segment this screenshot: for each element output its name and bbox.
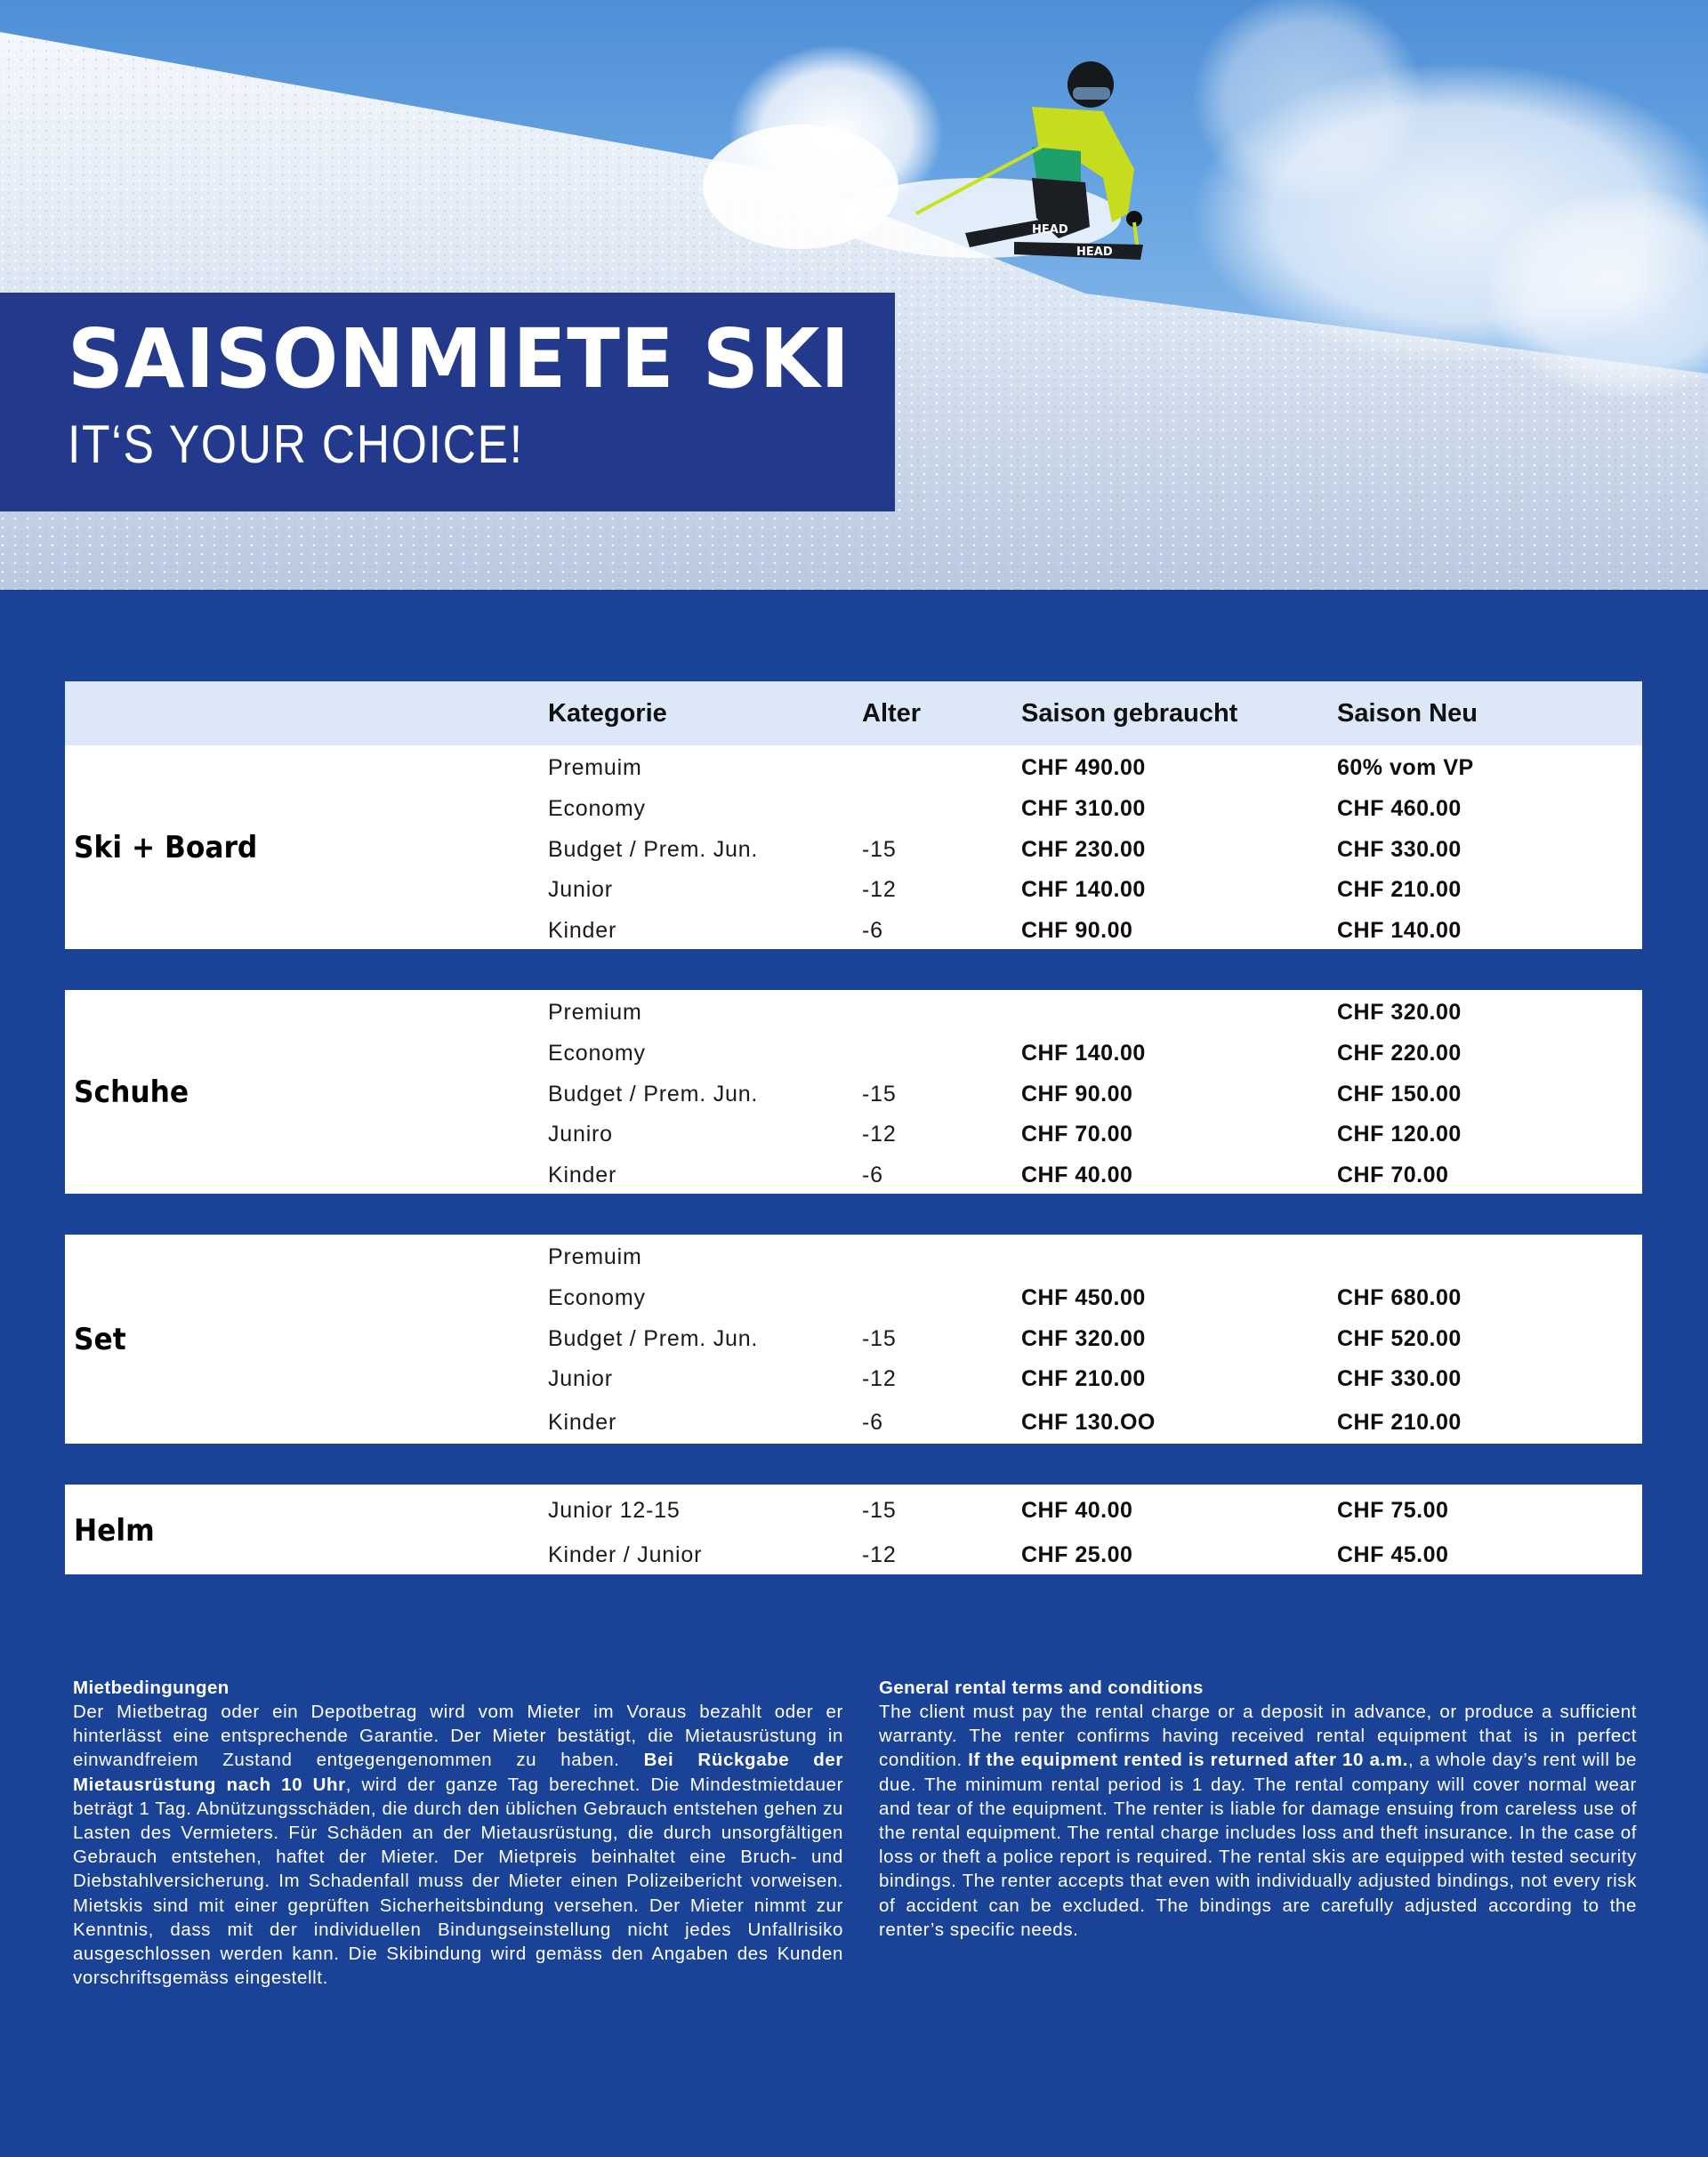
table-row [65, 1358, 1642, 1399]
table-group-ski-board [65, 745, 1642, 949]
table-row [65, 1033, 1642, 1074]
cell-saison-gebraucht: CHF 490.00 [1021, 755, 1146, 780]
column-header-saison-neu: Saison Neu [1337, 699, 1478, 728]
cell-alter: -12 [862, 1366, 897, 1391]
cell-saison-gebraucht: CHF 90.00 [1021, 918, 1133, 943]
cell-saison-gebraucht: CHF 70.00 [1021, 1122, 1133, 1147]
cell-saison-neu: CHF 680.00 [1337, 1285, 1462, 1310]
cell-saison-gebraucht: CHF 210.00 [1021, 1366, 1146, 1391]
cell-saison-neu: CHF 520.00 [1337, 1326, 1462, 1351]
svg-text:HEAD: HEAD [1076, 245, 1113, 259]
terms-text: , wird der ganze Tag berechnet. Die Mindestmietdauer beträgt 1 Tag. Abnützungsschäden, die durch den üblichen Gebrauch entstehen gehen zu Lasten des Vermieters. Für Schäden an der Mietausrüstung, die durch unsorgfältigen Gebrauch entstehen, haftet der Mieter. Der Mietpreis beinhaltet eine Bruch- und Diebstahlversicherung. Im Schadenfall muss der Mieter einen Polizeibericht vorweisen. Mietskis sind mit einer geprüften Sicherheitsbindung versehen. Der Mieter nimmt zur Kenntnis, dass mit der individuellen Bindungseinstellung nicht jedes Unfallrisiko ausgeschlossen werden kann. Die Skibindung wird gemäss den Angaben des Kunden vorschriftsgemäss eingestellt. [73, 1774, 844, 1989]
cell-kategorie: Junior [548, 877, 613, 902]
table-header-row [65, 681, 1642, 745]
column-header-alter: Alter [862, 699, 922, 728]
cell-kategorie: Economy [548, 1285, 646, 1310]
cell-saison-gebraucht: CHF 40.00 [1021, 1498, 1133, 1523]
svg-text:HEAD: HEAD [1032, 223, 1068, 237]
cell-saison-neu: CHF 120.00 [1337, 1122, 1462, 1147]
cell-saison-gebraucht: CHF 140.00 [1021, 1041, 1146, 1066]
table-row [65, 869, 1642, 910]
rental-terms-english [879, 1676, 1637, 1942]
cell-saison-gebraucht: CHF 450.00 [1021, 1285, 1146, 1310]
cell-kategorie: Premium [548, 1000, 642, 1025]
cell-alter: -15 [862, 1498, 897, 1523]
cell-kategorie: Kinder [548, 1410, 617, 1435]
cell-alter: -12 [862, 1122, 897, 1147]
cell-alter: -15 [862, 1326, 897, 1351]
cell-kategorie: Economy [548, 796, 646, 821]
cell-saison-neu: CHF 210.00 [1337, 1410, 1462, 1435]
cell-alter: -6 [862, 1163, 883, 1187]
cell-saison-gebraucht: CHF 230.00 [1021, 837, 1146, 862]
terms-title-german: Mietbedingungen [73, 1678, 230, 1698]
table-group-set [65, 1235, 1642, 1444]
page-title: SAISONMIETE SKI [68, 311, 850, 406]
cell-saison-gebraucht: CHF 90.00 [1021, 1082, 1133, 1107]
page-subtitle: IT‘S YOUR CHOICE! [68, 414, 524, 474]
cell-saison-neu: CHF 45.00 [1337, 1542, 1449, 1567]
cell-saison-neu: CHF 320.00 [1337, 1000, 1462, 1025]
column-header-saison-gebraucht: Saison gebraucht [1021, 699, 1238, 728]
terms-emphasis: If the equipment rented is returned after 10 a.m. [968, 1750, 1408, 1771]
cell-kategorie: Budget / Prem. Jun. [548, 837, 759, 862]
terms-text: , a whole day’s rent will be due. The minimum rental period is 1 day. The rental company will cover normal wear and tear of the equipment. The renter is liable for damage ensuing from careless use of the rental equipment. The rental charge includes loss and theft insurance. In the case of loss or theft a police report is required. The rental skis are equipped with tested security bindings. The renter accepts that even with individually adjusted bindings, not every risk of accident can be excluded. The bindings are carefully adjusted according to the renter’s specific needs. [879, 1750, 1637, 1940]
terms-body-english [879, 1700, 1637, 1942]
table-row [65, 1534, 1642, 1575]
cell-kategorie: Budget / Prem. Jun. [548, 1082, 759, 1107]
cell-kategorie: Budget / Prem. Jun. [548, 1326, 759, 1351]
table-row [65, 1277, 1642, 1318]
table-row [65, 1074, 1642, 1115]
price-table [65, 681, 1642, 1567]
cell-saison-gebraucht: CHF 130.OO [1021, 1410, 1156, 1435]
table-row [65, 1155, 1642, 1195]
cell-saison-neu: 60% vom VP [1337, 755, 1474, 780]
table-group-schuhe [65, 990, 1642, 1194]
cell-alter: -15 [862, 837, 897, 862]
terms-text: The client must pay the rental charge or a deposit in advance, or produce a sufficient warranty. The renter confirms having received rental equipment that is in perfect condition. [879, 1702, 1637, 1771]
cell-kategorie: Junior [548, 1366, 613, 1391]
table-row [65, 910, 1642, 951]
cell-saison-neu: CHF 210.00 [1337, 877, 1462, 902]
rental-terms-german [73, 1676, 843, 1990]
cell-kategorie: Kinder [548, 918, 617, 943]
cell-kategorie: Juniro [548, 1122, 613, 1147]
cell-kategorie: Premuim [548, 755, 642, 780]
cell-saison-gebraucht: CHF 310.00 [1021, 796, 1146, 821]
terms-title-english: General rental terms and conditions [879, 1678, 1204, 1698]
cell-saison-neu: CHF 75.00 [1337, 1498, 1449, 1523]
cell-saison-gebraucht: CHF 40.00 [1021, 1163, 1133, 1187]
terms-body-german [73, 1700, 843, 1990]
cell-saison-neu: CHF 140.00 [1337, 918, 1462, 943]
group-label: Set [74, 1322, 126, 1357]
group-label: Schuhe [74, 1074, 189, 1110]
table-group-helm [65, 1485, 1642, 1574]
terms-emphasis: Bei Rückgabe der Mietausrüstung nach 10 Uhr [73, 1750, 843, 1795]
cell-alter: -15 [862, 1082, 897, 1107]
table-row [65, 1114, 1642, 1155]
cell-kategorie: Junior 12-15 [548, 1498, 681, 1523]
table-row [65, 829, 1642, 870]
cell-saison-gebraucht: CHF 320.00 [1021, 1326, 1146, 1351]
table-row [65, 788, 1642, 829]
table-row [65, 1318, 1642, 1359]
cell-saison-neu: CHF 150.00 [1337, 1082, 1462, 1107]
cell-alter: -6 [862, 918, 883, 943]
cell-saison-gebraucht: CHF 25.00 [1021, 1542, 1133, 1567]
table-row [65, 747, 1642, 788]
table-row [65, 1402, 1642, 1443]
cell-kategorie: Kinder [548, 1163, 617, 1187]
group-label: Helm [74, 1513, 155, 1549]
cell-alter: -6 [862, 1410, 883, 1435]
cell-saison-neu: CHF 460.00 [1337, 796, 1462, 821]
table-row [65, 992, 1642, 1033]
column-header-kategorie: Kategorie [548, 699, 667, 728]
cell-alter: -12 [862, 1542, 897, 1567]
table-row [65, 1236, 1642, 1277]
cell-kategorie: Kinder / Junior [548, 1542, 703, 1567]
cell-saison-neu: CHF 220.00 [1337, 1041, 1462, 1066]
cell-kategorie: Economy [548, 1041, 646, 1066]
group-label: Ski + Board [74, 830, 258, 865]
cell-saison-neu: CHF 70.00 [1337, 1163, 1449, 1187]
cell-saison-gebraucht: CHF 140.00 [1021, 877, 1146, 902]
terms-text: Der Mietbetrag oder ein Depotbetrag wird vom Mieter im Voraus bezahlt oder er hinterlässt eine entsprechende Garantie. Der Mieter bestätigt, die Mietausrüstung in einwandfreiem Zustand entgegengenommen zu haben. [73, 1702, 843, 1771]
cell-saison-neu: CHF 330.00 [1337, 1366, 1462, 1391]
cell-alter: -12 [862, 877, 897, 902]
cell-kategorie: Premuim [548, 1244, 642, 1269]
table-row [65, 1490, 1642, 1531]
cell-saison-neu: CHF 330.00 [1337, 837, 1462, 862]
